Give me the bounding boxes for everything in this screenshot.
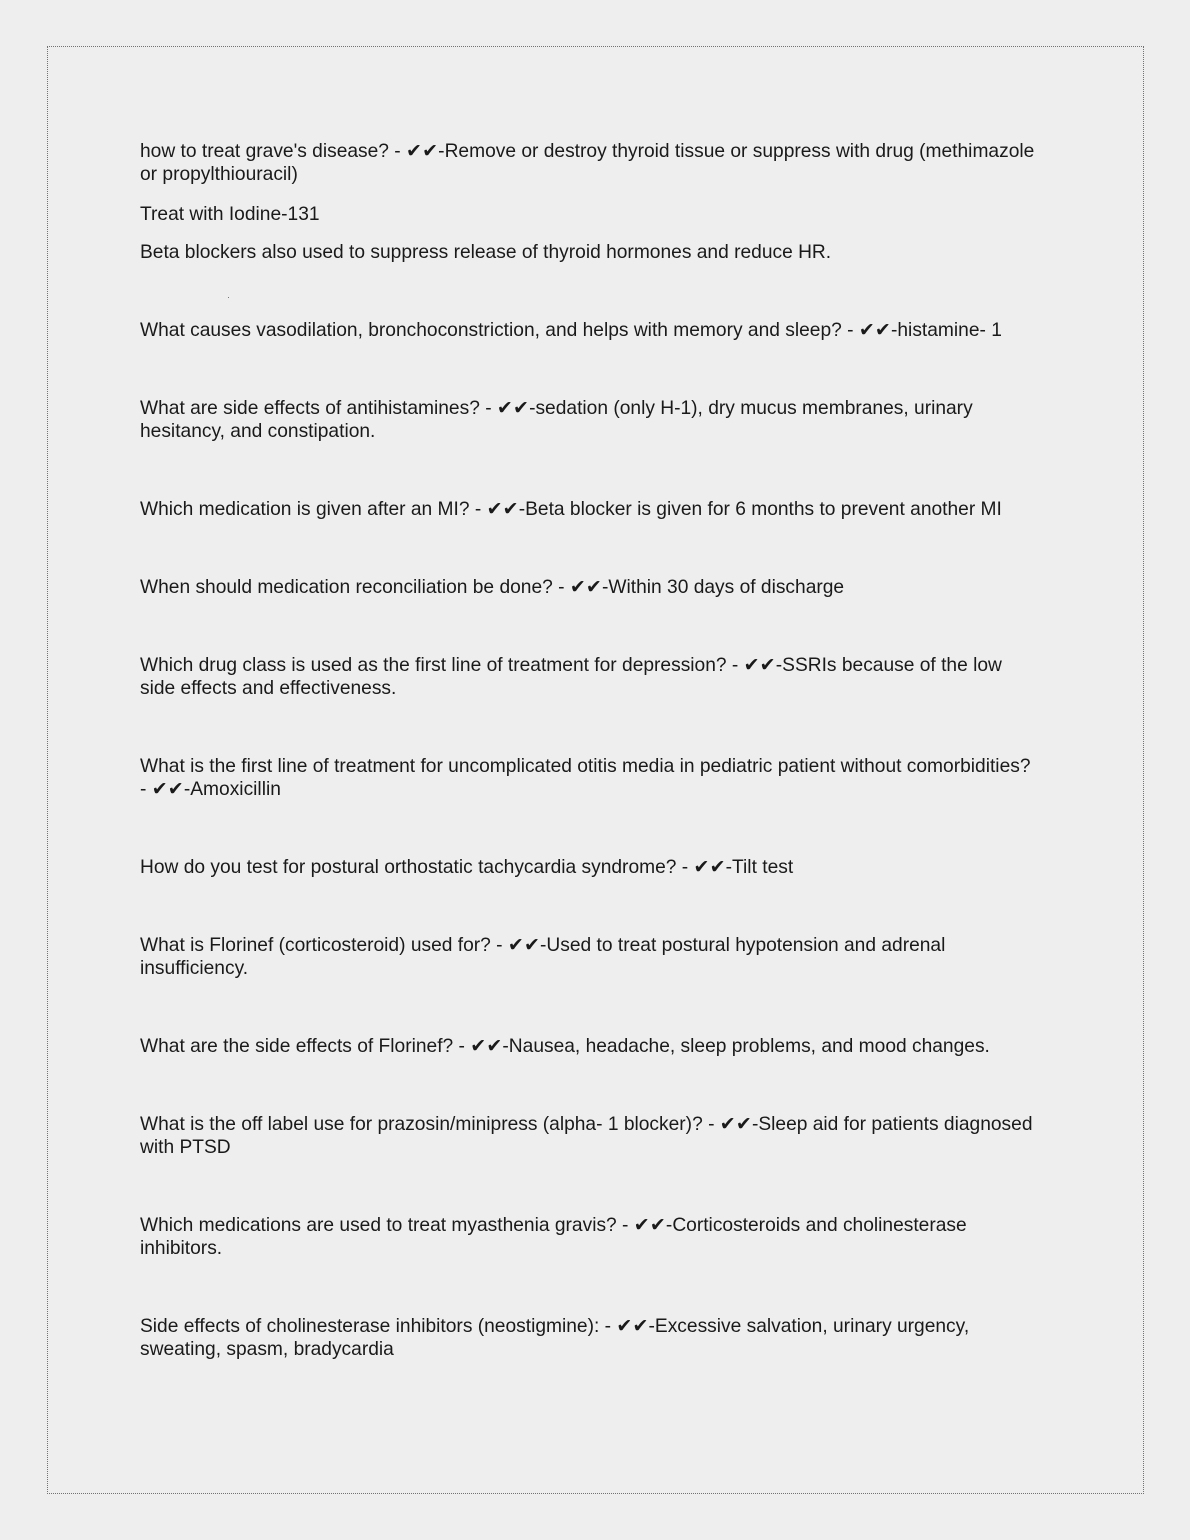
qa-item: Beta blockers also used to suppress release of thyroid hormones and reduce HR. [140, 242, 832, 263]
qa-item: How do you test for postural orthostatic tachycardia syndrome? - ✔✔-Tilt test [140, 857, 794, 878]
qa-item: When should medication reconciliation be done? - ✔✔-Within 30 days of discharge [140, 577, 845, 598]
stray-dot [228, 297, 229, 298]
qa-item: Side effects of cholinesterase inhibitors (neostigmine): - ✔✔-Excessive salvation, urinary urgency, sweating, spasm, bradycardia [140, 1316, 970, 1360]
qa-item: What causes vasodilation, bronchoconstriction, and helps with memory and sleep? - ✔✔-histamine- 1 [140, 320, 1002, 341]
qa-item: What are the side effects of Florinef? - ✔✔-Nausea, headache, sleep problems, and mood changes. [140, 1036, 990, 1057]
qa-item: What is Florinef (corticosteroid) used for? - ✔✔-Used to treat postural hypotension and adrenal insufficiency. [140, 935, 946, 979]
qa-item: Which drug class is used as the first line of treatment for depression? - ✔✔-SSRIs because of the low side effects and effectiveness. [140, 655, 1002, 699]
qa-item: What is the first line of treatment for uncomplicated otitis media in pediatric patient without comorbidities? - ✔✔-Amoxicillin [140, 756, 1031, 800]
qa-item: Which medication is given after an MI? - ✔✔-Beta blocker is given for 6 months to prevent another MI [140, 499, 1002, 520]
qa-item: Treat with Iodine-131 [140, 204, 320, 225]
qa-item: Which medications are used to treat myasthenia gravis? - ✔✔-Corticosteroids and cholinesterase inhibitors. [140, 1215, 967, 1259]
qa-item: What are side effects of antihistamines? - ✔✔-sedation (only H-1), dry mucus membranes, urinary hesitancy, and constipation. [140, 398, 973, 442]
qa-item: how to treat grave's disease? - ✔✔-Remove or destroy thyroid tissue or suppress with drug (methimazole or propylthiouracil) [140, 141, 1035, 185]
qa-item: What is the off label use for prazosin/minipress (alpha- 1 blocker)? - ✔✔-Sleep aid for patients diagnosed with PTSD [140, 1114, 1033, 1158]
